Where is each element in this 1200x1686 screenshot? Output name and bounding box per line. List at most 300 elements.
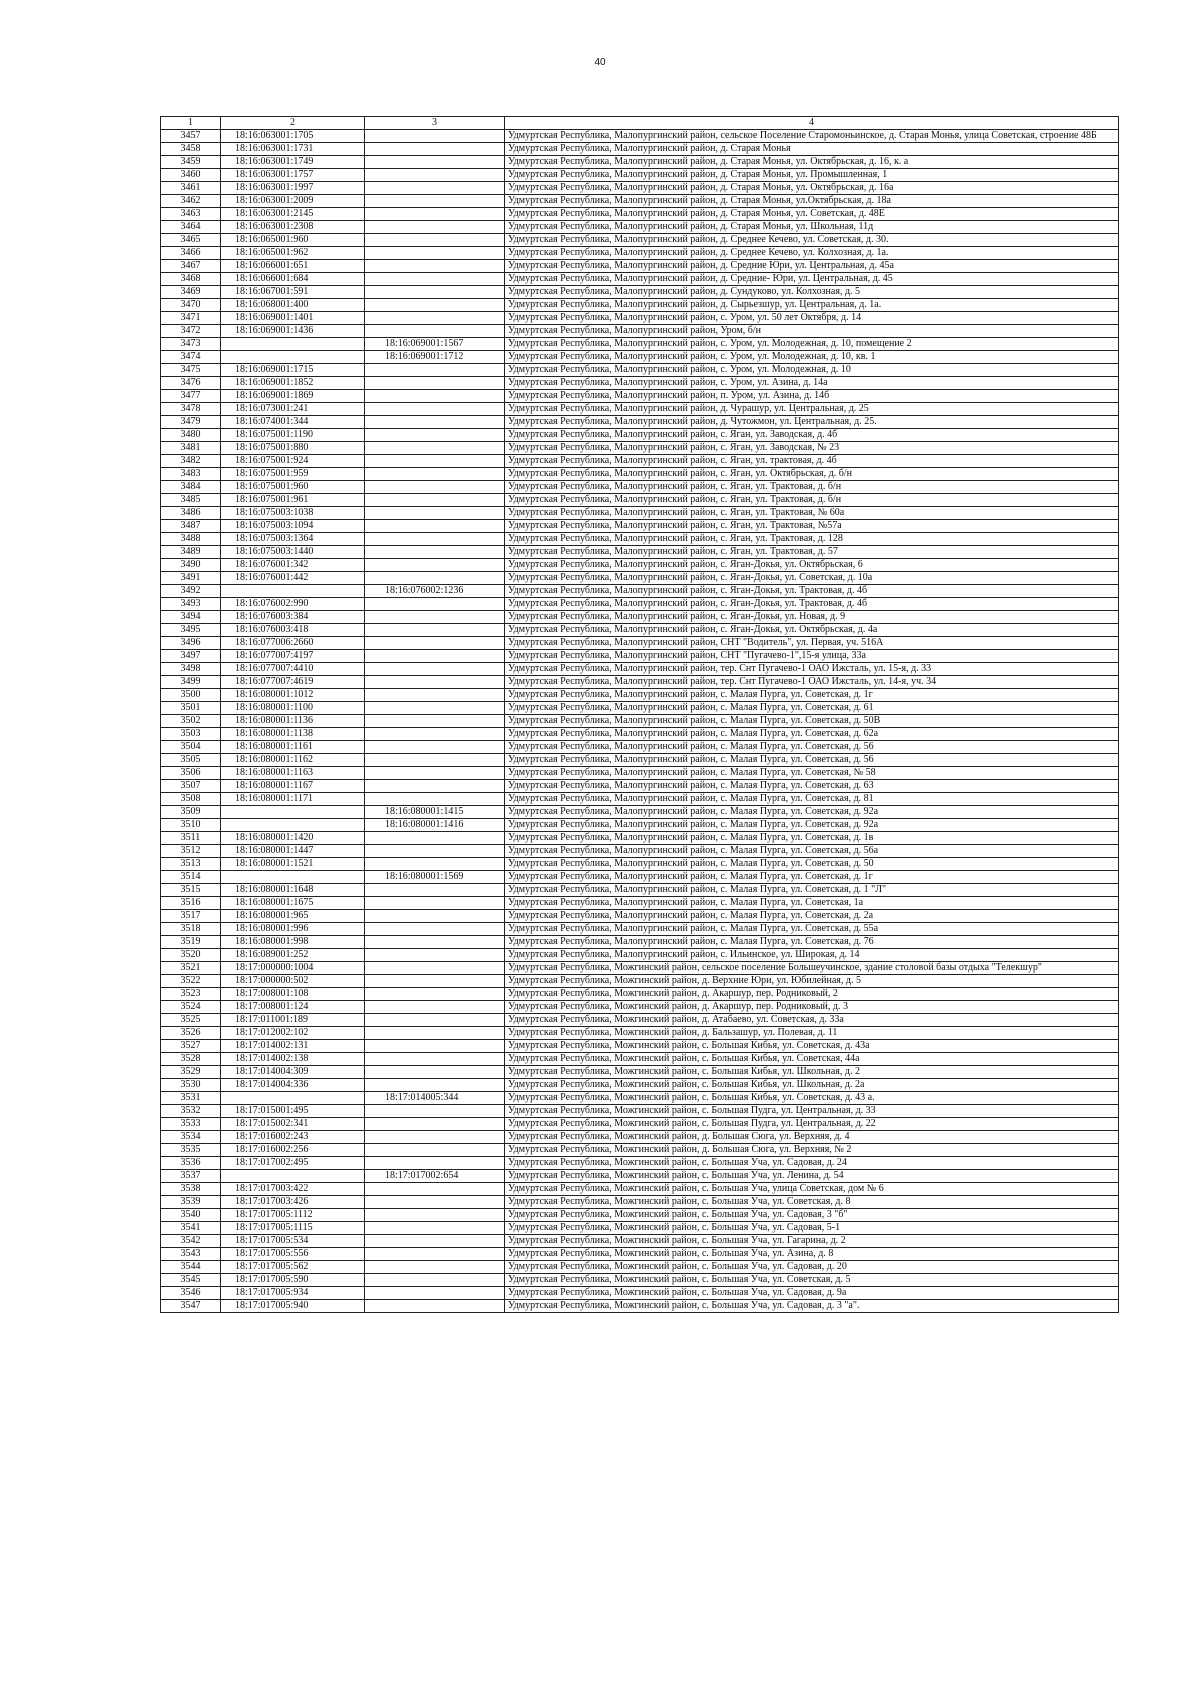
table-row bbox=[161, 832, 1119, 845]
cadastral-number-cell: 18:17:016002:243 bbox=[221, 1131, 365, 1144]
table-row bbox=[161, 195, 1119, 208]
table-row bbox=[161, 741, 1119, 754]
premises-number-cell bbox=[365, 1001, 505, 1014]
premises-number-cell bbox=[365, 403, 505, 416]
premises-number-cell bbox=[365, 572, 505, 585]
premises-number-cell bbox=[365, 143, 505, 156]
address-cell: Удмуртская Республика, Малопургинский район, тер. Снт Пугачево-1 ОАО Ижсталь, ул. 14-я, уч. 34 bbox=[505, 676, 1119, 689]
table-row bbox=[161, 351, 1119, 364]
address-cell: Удмуртская Республика, Малопургинский район, с. Малая Пурга, ул. Советская, д. 50В bbox=[505, 715, 1119, 728]
row-number-cell: 3497 bbox=[161, 650, 221, 663]
premises-number-cell bbox=[365, 195, 505, 208]
cadastral-number-cell: 18:17:017005:1115 bbox=[221, 1222, 365, 1235]
table-row bbox=[161, 676, 1119, 689]
row-number-cell: 3524 bbox=[161, 1001, 221, 1014]
address-cell: Удмуртская Республика, Малопургинский район, с. Яган, ул. Заводская, д. 4б bbox=[505, 429, 1119, 442]
row-number-cell: 3544 bbox=[161, 1261, 221, 1274]
table-row bbox=[161, 1014, 1119, 1027]
page-number: 40 bbox=[594, 57, 606, 68]
address-cell: Удмуртская Республика, Малопургинский район, с. Яган-Докья, ул. Октябрьская, д. 4а bbox=[505, 624, 1119, 637]
address-cell: Удмуртская Республика, Малопургинский район, с. Уром, ул. Молодежная, д. 10 bbox=[505, 364, 1119, 377]
address-cell: Удмуртская Республика, Можгинский район, д. Атабаево, ул. Советская, д. 33а bbox=[505, 1014, 1119, 1027]
cadastral-number-cell: 18:17:014004:309 bbox=[221, 1066, 365, 1079]
cadastral-number-cell: 18:16:076001:342 bbox=[221, 559, 365, 572]
table-row bbox=[161, 1001, 1119, 1014]
row-number-cell: 3508 bbox=[161, 793, 221, 806]
row-number-cell: 3545 bbox=[161, 1274, 221, 1287]
cadastral-number-cell: 18:16:063001:2145 bbox=[221, 208, 365, 221]
cadastral-number-cell: 18:16:075003:1038 bbox=[221, 507, 365, 520]
row-number-cell: 3487 bbox=[161, 520, 221, 533]
table-row bbox=[161, 962, 1119, 975]
row-number-cell: 3466 bbox=[161, 247, 221, 260]
table-row bbox=[161, 936, 1119, 949]
cadastral-number-cell: 18:17:017005:590 bbox=[221, 1274, 365, 1287]
premises-number-cell: 18:17:017002:654 bbox=[365, 1170, 505, 1183]
row-number-cell: 3459 bbox=[161, 156, 221, 169]
cadastral-number-cell: 18:16:063001:1749 bbox=[221, 156, 365, 169]
row-number-cell: 3507 bbox=[161, 780, 221, 793]
table-row bbox=[161, 1092, 1119, 1105]
cadastral-number-cell: 18:17:017005:940 bbox=[221, 1300, 365, 1313]
cadastral-number-cell: 18:17:008001:108 bbox=[221, 988, 365, 1001]
cadastral-number-cell: 18:17:008001:124 bbox=[221, 1001, 365, 1014]
cadastral-number-cell: 18:16:075003:1440 bbox=[221, 546, 365, 559]
address-cell: Удмуртская Республика, Можгинский район, с. Большая Пудга, ул. Центральная, д. 33 bbox=[505, 1105, 1119, 1118]
address-cell: Удмуртская Республика, Малопургинский район, д. Старая Монья bbox=[505, 143, 1119, 156]
premises-number-cell bbox=[365, 208, 505, 221]
table-row bbox=[161, 819, 1119, 832]
address-cell: Удмуртская Республика, Можгинский район, с. Большая Уча, ул. Садовая, д. 9а bbox=[505, 1287, 1119, 1300]
table-row bbox=[161, 182, 1119, 195]
premises-number-cell bbox=[365, 1144, 505, 1157]
row-number-cell: 3465 bbox=[161, 234, 221, 247]
address-cell: Удмуртская Республика, Малопургинский район, д. Средние- Юри, ул. Центральная, д. 45 bbox=[505, 273, 1119, 286]
table-row bbox=[161, 689, 1119, 702]
premises-number-cell bbox=[365, 598, 505, 611]
premises-number-cell bbox=[365, 858, 505, 871]
address-cell: Удмуртская Республика, Малопургинский район, с. Яган, ул. Трактовая, д. б/н bbox=[505, 481, 1119, 494]
table-row bbox=[161, 312, 1119, 325]
cadastral-number-cell: 18:17:011001:189 bbox=[221, 1014, 365, 1027]
table-row bbox=[161, 624, 1119, 637]
cadastral-number-cell: 18:16:075001:961 bbox=[221, 494, 365, 507]
row-number-cell: 3546 bbox=[161, 1287, 221, 1300]
row-number-cell: 3493 bbox=[161, 598, 221, 611]
premises-number-cell bbox=[365, 1118, 505, 1131]
table-row bbox=[161, 1170, 1119, 1183]
address-cell: Удмуртская Республика, Малопургинский район, д. Сундуково, ул. Колхозная, д. 5 bbox=[505, 286, 1119, 299]
cadastral-number-cell: 18:17:015001:495 bbox=[221, 1105, 365, 1118]
premises-number-cell bbox=[365, 1053, 505, 1066]
cadastral-number-cell bbox=[221, 585, 365, 598]
address-cell: Удмуртская Республика, Малопургинский район, Уром, б/н bbox=[505, 325, 1119, 338]
table-row bbox=[161, 208, 1119, 221]
premises-number-cell bbox=[365, 377, 505, 390]
cadastral-number-cell: 18:16:089001:252 bbox=[221, 949, 365, 962]
premises-number-cell bbox=[365, 221, 505, 234]
row-number-cell: 3533 bbox=[161, 1118, 221, 1131]
row-number-cell: 3478 bbox=[161, 403, 221, 416]
cadastral-number-cell: 18:17:000000:502 bbox=[221, 975, 365, 988]
row-number-cell: 3505 bbox=[161, 754, 221, 767]
table-row bbox=[161, 702, 1119, 715]
cadastral-number-cell: 18:16:077007:4410 bbox=[221, 663, 365, 676]
row-number-cell: 3464 bbox=[161, 221, 221, 234]
cadastral-number-cell: 18:16:063001:1705 bbox=[221, 130, 365, 143]
address-cell: Удмуртская Республика, Можгинский район, сельское поселение Большеучинское, здание столовой базы отдыха "Телекшур" bbox=[505, 962, 1119, 975]
row-number-cell: 3483 bbox=[161, 468, 221, 481]
cadastral-number-cell: 18:17:017005:556 bbox=[221, 1248, 365, 1261]
row-number-cell: 3503 bbox=[161, 728, 221, 741]
premises-number-cell bbox=[365, 923, 505, 936]
row-number-cell: 3490 bbox=[161, 559, 221, 572]
row-number-cell: 3540 bbox=[161, 1209, 221, 1222]
cadastral-number-cell: 18:16:073001:241 bbox=[221, 403, 365, 416]
table-row bbox=[161, 572, 1119, 585]
row-number-cell: 3517 bbox=[161, 910, 221, 923]
row-number-cell: 3469 bbox=[161, 286, 221, 299]
table-row bbox=[161, 728, 1119, 741]
table-row bbox=[161, 923, 1119, 936]
address-cell: Удмуртская Республика, Малопургинский район, СНТ "Пугачево-1",15-я улица, 33а bbox=[505, 650, 1119, 663]
table-row bbox=[161, 949, 1119, 962]
table-row bbox=[161, 1261, 1119, 1274]
cadastral-number-cell: 18:16:068001:400 bbox=[221, 299, 365, 312]
address-cell: Удмуртская Республика, Малопургинский район, с. Яган-Докья, ул. Новая, д. 9 bbox=[505, 611, 1119, 624]
cadastral-number-cell: 18:16:069001:1436 bbox=[221, 325, 365, 338]
address-cell: Удмуртская Республика, Малопургинский район, с. Малая Пурга, ул. Советская, д. 1г bbox=[505, 689, 1119, 702]
table-row bbox=[161, 1222, 1119, 1235]
row-number-cell: 3525 bbox=[161, 1014, 221, 1027]
row-number-cell: 3482 bbox=[161, 455, 221, 468]
table-row bbox=[161, 858, 1119, 871]
table-row bbox=[161, 1079, 1119, 1092]
table-row bbox=[161, 546, 1119, 559]
premises-number-cell bbox=[365, 455, 505, 468]
cadastral-number-cell: 18:16:080001:1100 bbox=[221, 702, 365, 715]
address-cell: Удмуртская Республика, Малопургинский район, п. Уром, ул. Азина, д. 14б bbox=[505, 390, 1119, 403]
cadastral-number-cell: 18:16:063001:1997 bbox=[221, 182, 365, 195]
row-number-cell: 3534 bbox=[161, 1131, 221, 1144]
row-number-cell: 3488 bbox=[161, 533, 221, 546]
table-row bbox=[161, 429, 1119, 442]
table-row bbox=[161, 416, 1119, 429]
address-cell: Удмуртская Республика, Малопургинский район, с. Малая Пурга, ул. Советская, д. 63 bbox=[505, 780, 1119, 793]
row-number-cell: 3510 bbox=[161, 819, 221, 832]
table-row bbox=[161, 637, 1119, 650]
cadastral-number-cell: 18:16:080001:1447 bbox=[221, 845, 365, 858]
premises-number-cell bbox=[365, 650, 505, 663]
premises-number-cell bbox=[365, 1157, 505, 1170]
address-cell: Удмуртская Республика, Можгинский район, с. Большая Уча, ул. Садовая, д. 3 "а". bbox=[505, 1300, 1119, 1313]
address-cell: Удмуртская Республика, Малопургинский район, с. Уром, ул. Молодежная, д. 10, помещение 2 bbox=[505, 338, 1119, 351]
address-cell: Удмуртская Республика, Можгинский район, с. Большая Кибья, ул. Советская, д. 43 а. bbox=[505, 1092, 1119, 1105]
row-number-cell: 3477 bbox=[161, 390, 221, 403]
premises-number-cell bbox=[365, 1131, 505, 1144]
address-cell: Удмуртская Республика, Малопургинский район, с. Малая Пурга, ул. Советская, д. 62а bbox=[505, 728, 1119, 741]
row-number-cell: 3458 bbox=[161, 143, 221, 156]
table-row bbox=[161, 533, 1119, 546]
row-number-cell: 3481 bbox=[161, 442, 221, 455]
row-number-cell: 3472 bbox=[161, 325, 221, 338]
address-cell: Удмуртская Республика, Малопургинский район, с. Малая Пурга, ул. Советская, 1а bbox=[505, 897, 1119, 910]
premises-number-cell bbox=[365, 1261, 505, 1274]
address-cell: Удмуртская Республика, Малопургинский район, с. Ильинское, ул. Широкая, д. 14 bbox=[505, 949, 1119, 962]
cadastral-number-cell bbox=[221, 819, 365, 832]
table-row bbox=[161, 1144, 1119, 1157]
table-header-row bbox=[161, 117, 1119, 130]
table-row bbox=[161, 988, 1119, 1001]
premises-number-cell bbox=[365, 936, 505, 949]
cadastral-number-cell: 18:16:076003:384 bbox=[221, 611, 365, 624]
premises-number-cell bbox=[365, 949, 505, 962]
address-cell: Удмуртская Республика, Малопургинский район, с. Яган-Докья, ул. Октябрьская, 6 bbox=[505, 559, 1119, 572]
address-cell: Удмуртская Республика, Малопургинский район, с. Яган-Докья, ул. Трактовая, д. 4б bbox=[505, 585, 1119, 598]
premises-number-cell bbox=[365, 507, 505, 520]
table-row bbox=[161, 325, 1119, 338]
table-row bbox=[161, 897, 1119, 910]
table-row bbox=[161, 364, 1119, 377]
address-cell: Удмуртская Республика, Малопургинский район, СНТ "Водитель", ул. Первая, уч. 516А bbox=[505, 637, 1119, 650]
row-number-cell: 3476 bbox=[161, 377, 221, 390]
premises-number-cell bbox=[365, 481, 505, 494]
table-row bbox=[161, 442, 1119, 455]
row-number-cell: 3531 bbox=[161, 1092, 221, 1105]
table-row bbox=[161, 1040, 1119, 1053]
cadastral-number-cell: 18:17:017005:1112 bbox=[221, 1209, 365, 1222]
cadastral-number-cell: 18:16:076001:442 bbox=[221, 572, 365, 585]
premises-number-cell bbox=[365, 637, 505, 650]
premises-number-cell bbox=[365, 715, 505, 728]
cadastral-number-cell: 18:16:076003:418 bbox=[221, 624, 365, 637]
table-row bbox=[161, 507, 1119, 520]
address-cell: Удмуртская Республика, Малопургинский район, с. Малая Пурга, ул. Советская, д. 56 bbox=[505, 741, 1119, 754]
cadastral-number-cell: 18:16:075001:1190 bbox=[221, 429, 365, 442]
row-number-cell: 3532 bbox=[161, 1105, 221, 1118]
premises-number-cell bbox=[365, 559, 505, 572]
cadastral-number-cell: 18:16:080001:1420 bbox=[221, 832, 365, 845]
address-cell: Удмуртская Республика, Малопургинский район, с. Яган-Докья, ул. Трактовая, д. 4б bbox=[505, 598, 1119, 611]
cadastral-number-cell: 18:16:080001:1648 bbox=[221, 884, 365, 897]
address-cell: Удмуртская Республика, Малопургинский район, с. Уром, ул. 50 лет Октября, д. 14 bbox=[505, 312, 1119, 325]
row-number-cell: 3537 bbox=[161, 1170, 221, 1183]
premises-number-cell bbox=[365, 1079, 505, 1092]
address-cell: Удмуртская Республика, Малопургинский район, с. Малая Пурга, ул. Советская, д. 50 bbox=[505, 858, 1119, 871]
address-cell: Удмуртская Республика, Малопургинский район, д. Старая Монья, ул. Промышленная, 1 bbox=[505, 169, 1119, 182]
address-cell: Удмуртская Республика, Можгинский район, д. Бальзашур, ул. Полевая, д. 11 bbox=[505, 1027, 1119, 1040]
cadastral-number-cell: 18:16:065001:960 bbox=[221, 234, 365, 247]
premises-number-cell bbox=[365, 1287, 505, 1300]
address-cell: Удмуртская Республика, Можгинский район, с. Большая Кибья, ул. Школьная, д. 2 bbox=[505, 1066, 1119, 1079]
premises-number-cell bbox=[365, 234, 505, 247]
table-row bbox=[161, 1248, 1119, 1261]
cadastral-number-cell bbox=[221, 351, 365, 364]
premises-number-cell bbox=[365, 676, 505, 689]
premises-number-cell bbox=[365, 1248, 505, 1261]
table-row bbox=[161, 377, 1119, 390]
cadastral-number-cell: 18:16:080001:1136 bbox=[221, 715, 365, 728]
table-row bbox=[161, 845, 1119, 858]
cadastral-number-cell: 18:17:016002:256 bbox=[221, 1144, 365, 1157]
row-number-cell: 3535 bbox=[161, 1144, 221, 1157]
address-cell: Удмуртская Республика, Малопургинский район, тер. Снт Пугачево-1 ОАО Ижсталь, ул. 15-я, д. 33 bbox=[505, 663, 1119, 676]
row-number-cell: 3480 bbox=[161, 429, 221, 442]
table-row bbox=[161, 559, 1119, 572]
row-number-cell: 3536 bbox=[161, 1157, 221, 1170]
row-number-cell: 3467 bbox=[161, 260, 221, 273]
premises-number-cell bbox=[365, 312, 505, 325]
address-cell: Удмуртская Республика, Малопургинский район, с. Малая Пурга, ул. Советская, № 58 bbox=[505, 767, 1119, 780]
address-cell: Удмуртская Республика, Малопургинский район, с. Яган, ул. Трактовая, №57а bbox=[505, 520, 1119, 533]
table-row bbox=[161, 468, 1119, 481]
cadastral-number-cell bbox=[221, 1092, 365, 1105]
cadastral-number-cell: 18:16:077007:4619 bbox=[221, 676, 365, 689]
address-cell: Удмуртская Республика, Можгинский район, д. Верхние Юри, ул. Юбилейная, д. 5 bbox=[505, 975, 1119, 988]
row-number-cell: 3530 bbox=[161, 1079, 221, 1092]
address-cell: Удмуртская Республика, Малопургинский район, с. Яган, ул. трактовая, д. 4б bbox=[505, 455, 1119, 468]
row-number-cell: 3501 bbox=[161, 702, 221, 715]
cadastral-number-cell: 18:16:080001:1163 bbox=[221, 767, 365, 780]
row-number-cell: 3500 bbox=[161, 689, 221, 702]
premises-number-cell bbox=[365, 728, 505, 741]
table-row bbox=[161, 1287, 1119, 1300]
row-number-cell: 3506 bbox=[161, 767, 221, 780]
cadastral-number-cell: 18:16:080001:965 bbox=[221, 910, 365, 923]
premises-number-cell bbox=[365, 1196, 505, 1209]
address-cell: Удмуртская Республика, Можгинский район, с. Большая Кибья, ул. Советская, 44а bbox=[505, 1053, 1119, 1066]
cadastral-number-cell: 18:16:080001:1162 bbox=[221, 754, 365, 767]
table-row bbox=[161, 1300, 1119, 1313]
address-cell: Удмуртская Республика, Малопургинский район, с. Яган, ул. Заводская, № 23 bbox=[505, 442, 1119, 455]
cadastral-number-cell: 18:16:080001:998 bbox=[221, 936, 365, 949]
row-number-cell: 3543 bbox=[161, 1248, 221, 1261]
address-cell: Удмуртская Республика, Малопургинский район, с. Яган, ул. Октябрьская, д. б/н bbox=[505, 468, 1119, 481]
premises-number-cell bbox=[365, 832, 505, 845]
address-cell: Удмуртская Республика, Малопургинский район, д. Старая Монья, ул. Советская, д. 48Е bbox=[505, 208, 1119, 221]
address-cell: Удмуртская Республика, Можгинский район, д. Акаршур, пер. Родниковый, 2 bbox=[505, 988, 1119, 1001]
address-cell: Удмуртская Республика, Малопургинский район, с. Малая Пурга, ул. Советская, д. 76 bbox=[505, 936, 1119, 949]
cadastral-number-cell: 18:17:015002:341 bbox=[221, 1118, 365, 1131]
row-number-cell: 3468 bbox=[161, 273, 221, 286]
address-cell: Удмуртская Республика, Можгинский район, д. Акаршур, пер. Родниковый, д. 3 bbox=[505, 1001, 1119, 1014]
table-row bbox=[161, 1157, 1119, 1170]
table-row bbox=[161, 1053, 1119, 1066]
address-cell: Удмуртская Республика, Малопургинский район, с. Малая Пурга, ул. Советская, д. 61 bbox=[505, 702, 1119, 715]
table-row bbox=[161, 286, 1119, 299]
address-cell: Удмуртская Республика, Можгинский район, д. Большая Сюга, ул. Верхняя, д. 4 bbox=[505, 1131, 1119, 1144]
row-number-cell: 3486 bbox=[161, 507, 221, 520]
row-number-cell: 3514 bbox=[161, 871, 221, 884]
cadastral-number-cell: 18:16:080001:1161 bbox=[221, 741, 365, 754]
premises-number-cell bbox=[365, 741, 505, 754]
cadastral-number-cell: 18:17:017002:495 bbox=[221, 1157, 365, 1170]
address-cell: Удмуртская Республика, Малопургинский район, д. Среднее Кечево, ул. Колхозная, д. 1а. bbox=[505, 247, 1119, 260]
row-number-cell: 3489 bbox=[161, 546, 221, 559]
premises-number-cell bbox=[365, 611, 505, 624]
address-cell: Удмуртская Республика, Можгинский район, с. Большая Уча, ул. Ленина, д. 54 bbox=[505, 1170, 1119, 1183]
premises-number-cell bbox=[365, 364, 505, 377]
premises-number-cell bbox=[365, 988, 505, 1001]
cadastral-number-cell: 18:16:080001:1521 bbox=[221, 858, 365, 871]
cadastral-number-cell: 18:16:077007:4197 bbox=[221, 650, 365, 663]
cadastral-number-cell: 18:16:063001:2009 bbox=[221, 195, 365, 208]
row-number-cell: 3539 bbox=[161, 1196, 221, 1209]
table-row bbox=[161, 910, 1119, 923]
table-row bbox=[161, 1209, 1119, 1222]
row-number-cell: 3484 bbox=[161, 481, 221, 494]
premises-number-cell bbox=[365, 1014, 505, 1027]
premises-number-cell bbox=[365, 754, 505, 767]
cadastral-number-cell: 18:16:080001:1171 bbox=[221, 793, 365, 806]
cadastral-number-cell: 18:16:069001:1852 bbox=[221, 377, 365, 390]
cadastral-number-cell: 18:16:077006:2660 bbox=[221, 637, 365, 650]
table-row bbox=[161, 793, 1119, 806]
row-number-cell: 3470 bbox=[161, 299, 221, 312]
cadastral-number-cell: 18:16:075003:1094 bbox=[221, 520, 365, 533]
premises-number-cell bbox=[365, 910, 505, 923]
cadastral-number-cell: 18:16:074001:344 bbox=[221, 416, 365, 429]
table-row bbox=[161, 156, 1119, 169]
address-cell: Удмуртская Республика, Можгинский район, с. Большая Уча, ул. Советская, д. 5 bbox=[505, 1274, 1119, 1287]
row-number-cell: 3485 bbox=[161, 494, 221, 507]
premises-number-cell bbox=[365, 975, 505, 988]
address-cell: Удмуртская Республика, Малопургинский район, с. Малая Пурга, ул. Советская, д. 1в bbox=[505, 832, 1119, 845]
row-number-cell: 3542 bbox=[161, 1235, 221, 1248]
row-number-cell: 3523 bbox=[161, 988, 221, 1001]
table-row bbox=[161, 1105, 1119, 1118]
row-number-cell: 3461 bbox=[161, 182, 221, 195]
table-row bbox=[161, 455, 1119, 468]
row-number-cell: 3479 bbox=[161, 416, 221, 429]
premises-number-cell bbox=[365, 793, 505, 806]
premises-number-cell bbox=[365, 130, 505, 143]
cadastral-number-cell bbox=[221, 1170, 365, 1183]
cadastral-number-cell: 18:16:066001:651 bbox=[221, 260, 365, 273]
premises-number-cell bbox=[365, 1027, 505, 1040]
row-number-cell: 3498 bbox=[161, 663, 221, 676]
cadastral-number-cell: 18:17:017005:934 bbox=[221, 1287, 365, 1300]
premises-number-cell: 18:16:069001:1712 bbox=[365, 351, 505, 364]
table-row bbox=[161, 403, 1119, 416]
row-number-cell: 3541 bbox=[161, 1222, 221, 1235]
table-row bbox=[161, 247, 1119, 260]
cadastral-number-cell: 18:16:080001:996 bbox=[221, 923, 365, 936]
cadastral-number-cell: 18:16:063001:2308 bbox=[221, 221, 365, 234]
premises-number-cell bbox=[365, 286, 505, 299]
address-cell: Удмуртская Республика, Малопургинский район, с. Малая Пурга, ул. Советская, д. 1г bbox=[505, 871, 1119, 884]
premises-number-cell: 18:16:080001:1569 bbox=[365, 871, 505, 884]
row-number-cell: 3462 bbox=[161, 195, 221, 208]
table-row bbox=[161, 754, 1119, 767]
row-number-cell: 3518 bbox=[161, 923, 221, 936]
premises-number-cell bbox=[365, 169, 505, 182]
row-number-cell: 3521 bbox=[161, 962, 221, 975]
address-cell: Удмуртская Республика, Малопургинский район, д. Среднее Кечево, ул. Советская, д. 30. bbox=[505, 234, 1119, 247]
row-number-cell: 3522 bbox=[161, 975, 221, 988]
premises-number-cell bbox=[365, 702, 505, 715]
row-number-cell: 3520 bbox=[161, 949, 221, 962]
address-cell: Удмуртская Республика, Малопургинский район, с. Малая Пурга, ул. Советская, д. 56 bbox=[505, 754, 1119, 767]
cadastral-number-cell: 18:17:014004:336 bbox=[221, 1079, 365, 1092]
address-cell: Удмуртская Республика, Малопургинский район, д. Старая Монья, ул. Октябрьская, д. 16а bbox=[505, 182, 1119, 195]
premises-number-cell bbox=[365, 533, 505, 546]
row-number-cell: 3516 bbox=[161, 897, 221, 910]
column-header-1: 1 bbox=[161, 117, 221, 130]
premises-number-cell bbox=[365, 156, 505, 169]
row-number-cell: 3457 bbox=[161, 130, 221, 143]
cadastral-number-cell bbox=[221, 806, 365, 819]
